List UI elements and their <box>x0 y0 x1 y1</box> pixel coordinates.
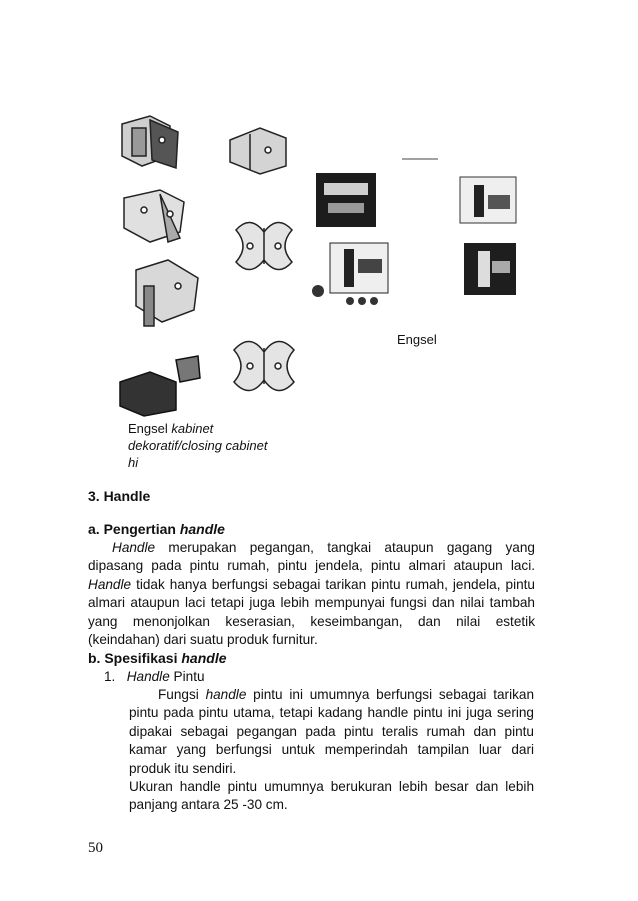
list-item-handle-pintu: 1. Handle Pintu <box>104 669 205 684</box>
cabinet-hinges-figure <box>110 110 320 420</box>
figure-caption-cabinet-hinge: Engsel kabinet dekoratif/closing cabinet hi <box>128 421 268 470</box>
section-heading: 3. Handle <box>88 488 151 504</box>
door-hinges-figure <box>310 155 525 315</box>
figure-caption-engsel: Engsel <box>397 332 437 347</box>
page-number: 50 <box>88 840 103 856</box>
subheading-spesifikasi: b. Spesifikasi handle <box>88 650 227 666</box>
paragraph-spesifikasi: Fungsi handle pintu ini umumnya berfungsi sebagai tarikan pintu pada pintu utama, tetapi kadang handle pintu ini juga sering dipakai sebagai pegangan pada pintu teralis rumah dan pintu kamar yang berfungsi untuk memperindah tampilan luar dari produk itu sendiri. Ukuran handle pintu umumnya berukuran lebih besar dan lebih panjang antara 25 -30 cm. <box>129 687 535 813</box>
subheading-pengertian: a. Pengertian handle <box>88 521 225 537</box>
hinge-photo <box>316 173 376 227</box>
hinge-illustration <box>122 116 178 168</box>
paragraph-pengertian: Handle merupakan pegangan, tangkai ataupun gagang yang dipasang pada pintu rumah, pintu jendela, pintu almari ataupun laci. Handle tidak hanya berfungsi sebagai tarikan pintu rumah, jendela, pintu almari ataupun laci tetapi juga lebih mempunyai fungsi dan nilai tambah yang menonjolkan keserasian, keseimbangan, dan nilai estetik (keindahan) dari suatu produk furnitur. <box>88 540 535 648</box>
